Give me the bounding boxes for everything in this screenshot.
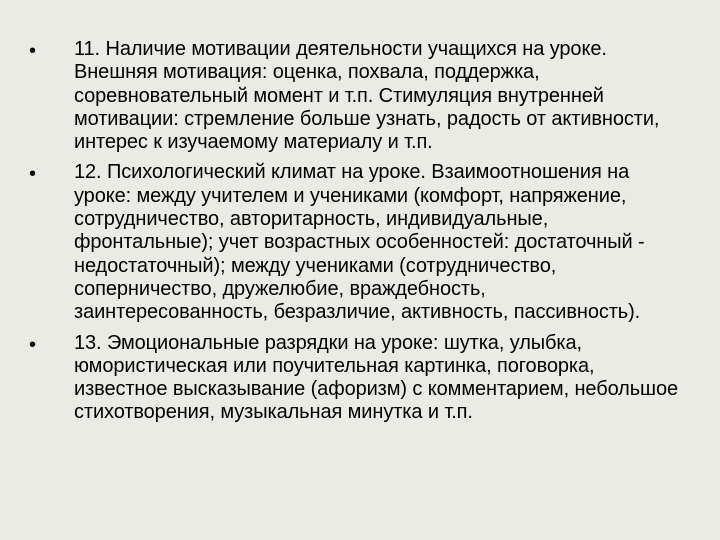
bullet-marker: • [29, 40, 37, 62]
bullet-item-11 [0, 38, 720, 154]
bullet-text-psychological-climate: 12. Психологический климат на уроке. Взаимоотношения на уроке: между учителем и учениками (комфорт, напряжение, сотрудничество, авторитарность, индивидуальные, фронтальные); учет возрастных особенностей: достаточный - недостаточный); между учениками (сотрудничество, соперничество, дружелюбие, враждебность, заинтересованность, безразличие, активность, пассивность). [74, 161, 645, 324]
bullet-text-motivation: 11. Наличие мотивации деятельности учащихся на уроке. Внешняя мотивация: оценка, похвала, поддержка, соревновательный момент и т.п. Стимуляция внутренней мотивации: стремление больше узнать, радость от активности, интерес к изучаемому материалу и т.п. [74, 38, 660, 154]
bullet-item-13 [0, 332, 720, 425]
bullet-marker: • [29, 333, 37, 356]
bullet-marker: • [29, 163, 37, 186]
bullet-list [0, 38, 720, 432]
bullet-text-emotional-relief: 13. Эмоциональные разрядки на уроке: шутка, улыбка, юмористическая или поучительная картинка, поговорка, известное высказывание (афоризм) с комментарием, небольшое стихотворения, музыкальная минутка и т.п. [74, 331, 679, 424]
bullet-item-12 [0, 161, 720, 324]
